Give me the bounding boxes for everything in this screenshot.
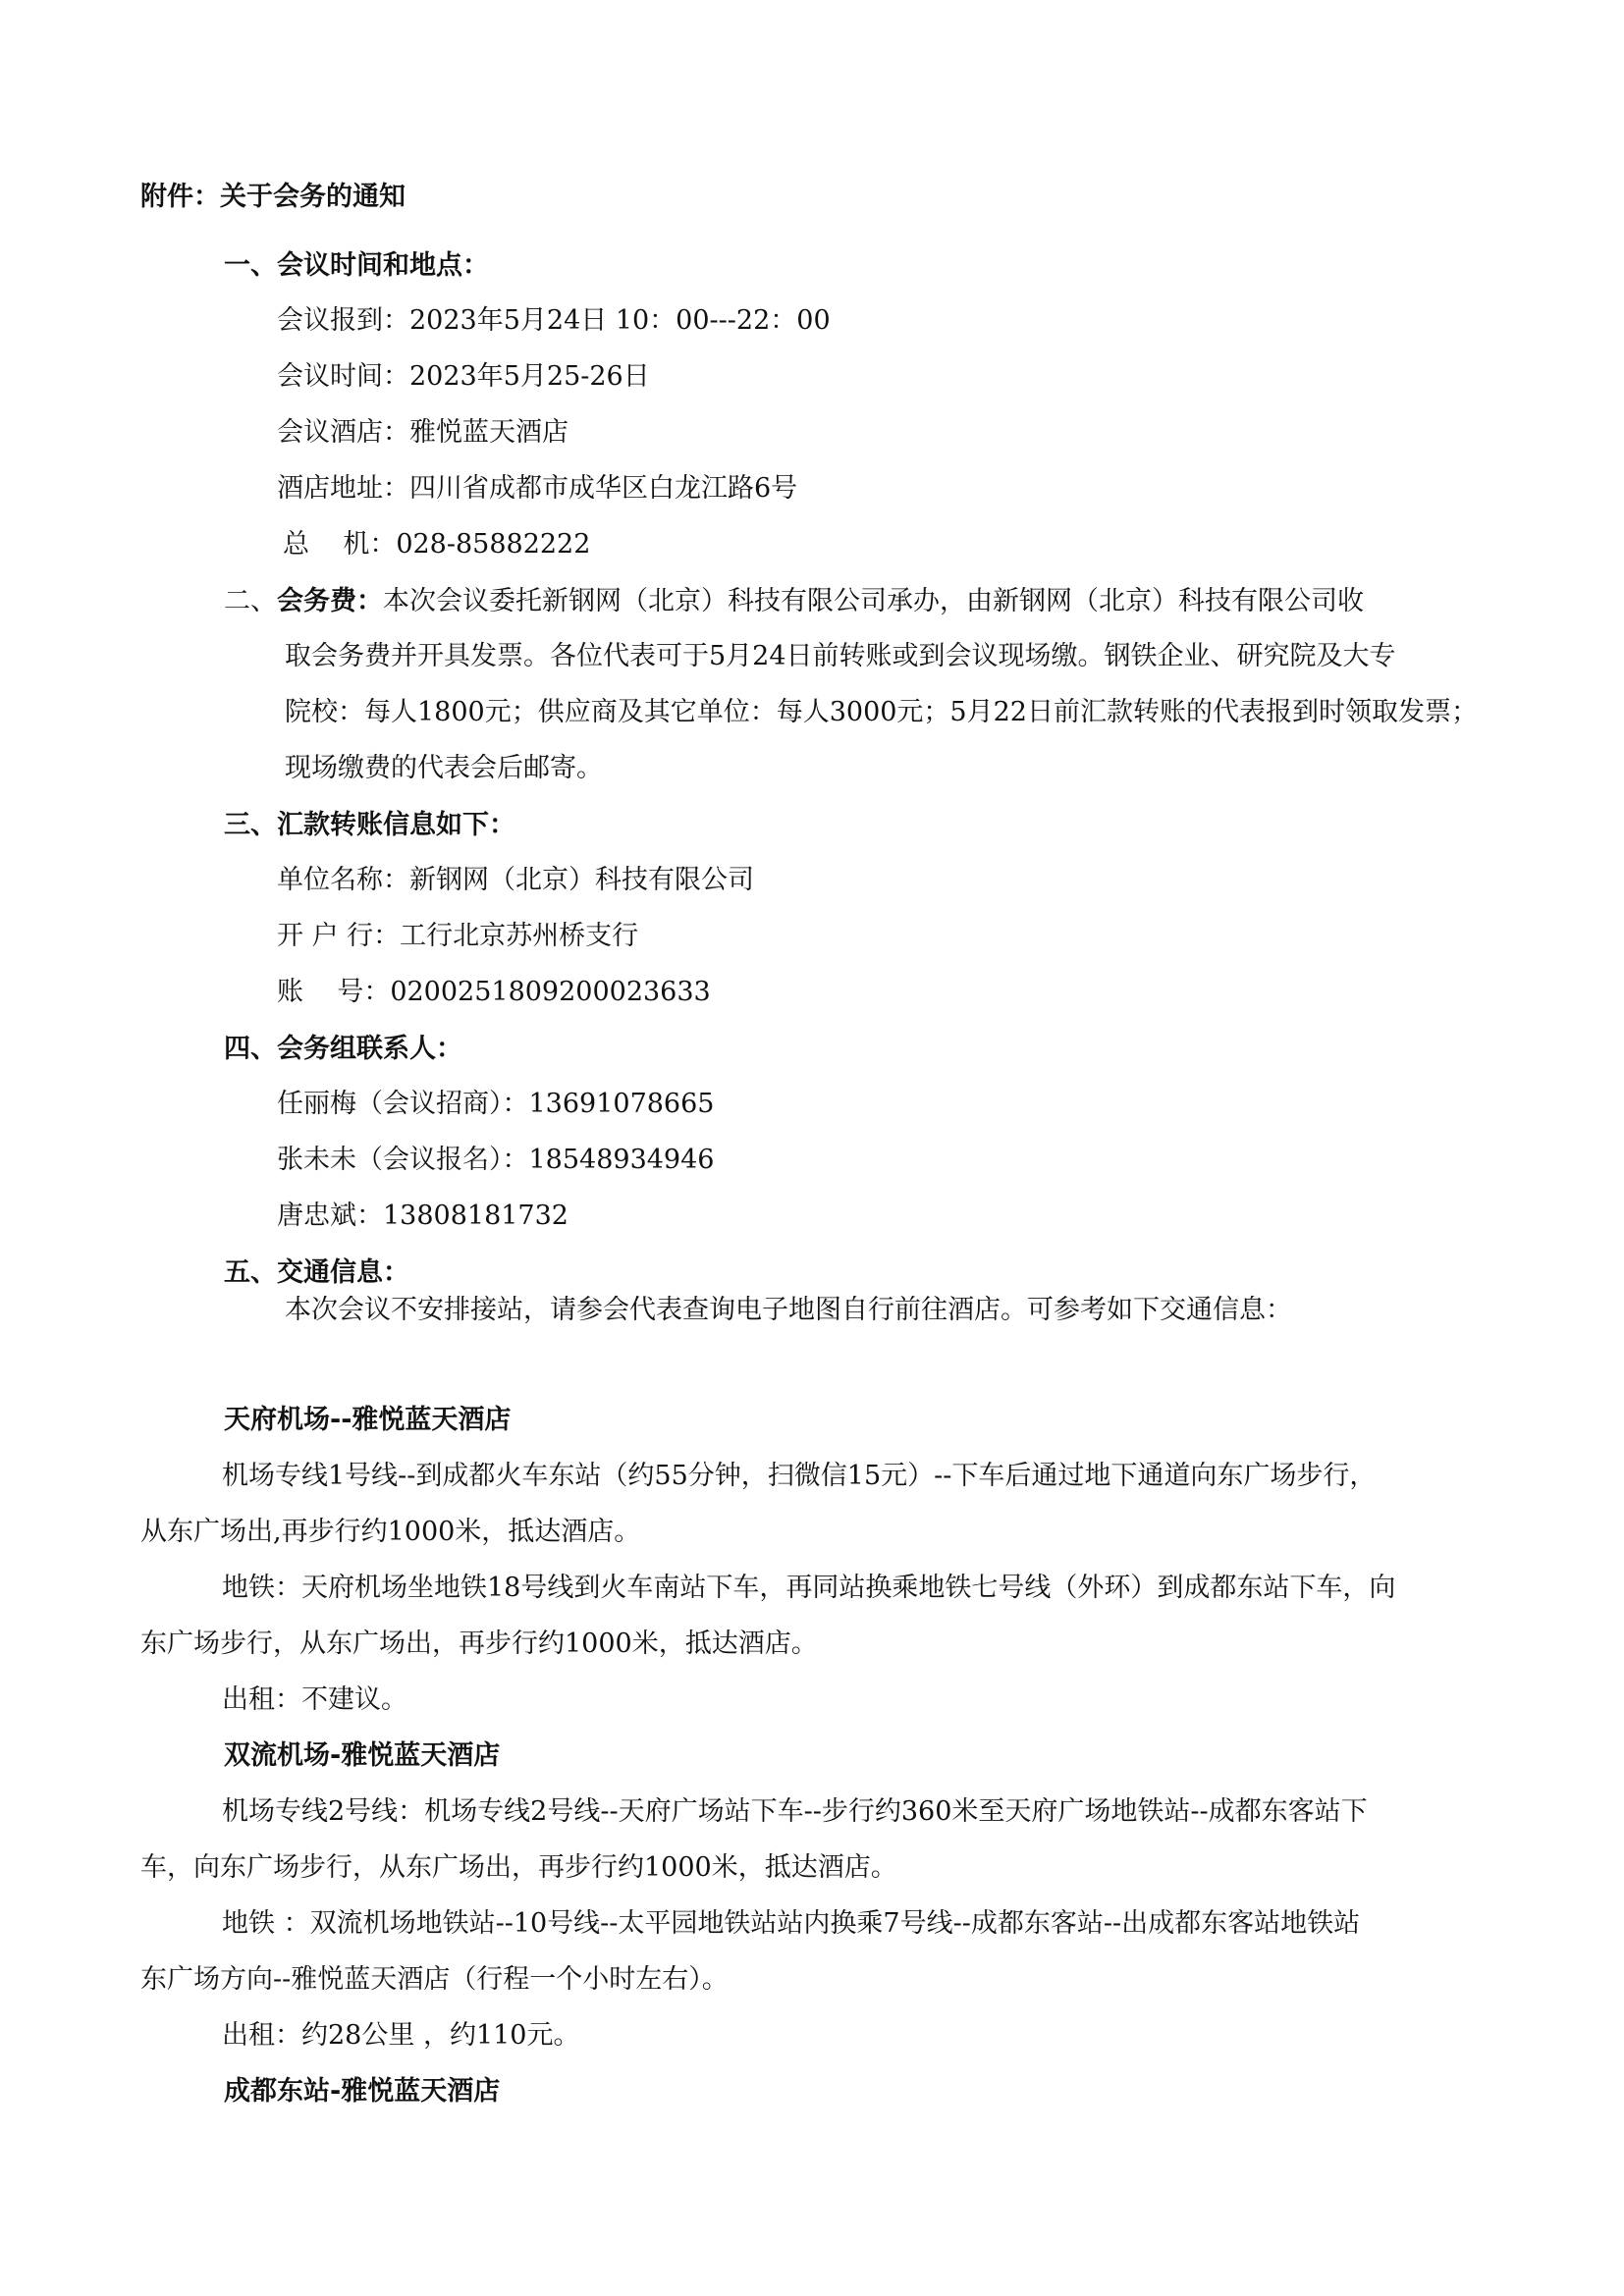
- route-tianfu-line-1a: 机场专线1号线--到成都火车东站（约55分钟，扫微信15元）--下车后通过地下通道向东广场步行，: [222, 1461, 1377, 1491]
- route-shuangliu-line-2a: 地铁 ：双流机场地铁站--10号线--太平园地铁站站内换乘7号线--成都东客站--出成都东客站地铁站: [222, 1908, 1361, 1939]
- section-2-text-4: 现场缴费的代表会后邮寄。: [285, 753, 603, 783]
- section-2-text-2: 取会务费并开具发票。各位代表可于5月24日前转账或到会议现场缴。钢铁企业、研究院及大专: [285, 641, 1396, 671]
- section-2-paragraph-first: [224, 585, 1364, 618]
- route-shuangliu-line-3: 出租：约28公里 ，约110元。: [222, 2020, 580, 2051]
- route-chengdudong-heading: 成都东站-雅悦蓝天酒店: [224, 2076, 501, 2107]
- section-1-heading: 一、会议时间和地点：: [224, 250, 489, 281]
- route-tianfu-heading: 天府机场--雅悦蓝天酒店: [224, 1405, 512, 1435]
- route-tianfu-line-2a: 地铁：天府机场坐地铁18号线到火车南站下车，再同站换乘地铁七号线（外环）到成都东站下车，向: [222, 1573, 1396, 1603]
- route-tianfu-line-2b: 东广场步行，从东广场出，再步行约1000米，抵达酒店。: [140, 1629, 818, 1659]
- bank-line: 开 户 行：工行北京苏州桥支行: [277, 921, 639, 951]
- hotel-line: 会议酒店：雅悦蓝天酒店: [277, 417, 568, 448]
- hotel-address-line: 酒店地址：四川省成都市成华区白龙江路6号: [277, 473, 798, 504]
- route-tianfu-line-3: 出租：不建议。: [222, 1684, 407, 1715]
- meeting-time-line: 会议时间：2023年5月25-26日: [277, 361, 650, 392]
- section-2-prefix: 二、: [224, 586, 277, 616]
- contact-3: 唐忠斌：13808181732: [277, 1201, 568, 1231]
- route-shuangliu-line-1a: 机场专线2号线：机场专线2号线--天府广场站下车--步行约360米至天府广场地铁站--成都东客站下: [222, 1796, 1368, 1827]
- section-2-text-1: 本次会议委托新钢网（北京）科技有限公司承办，由新钢网（北京）科技有限公司收: [383, 586, 1364, 616]
- route-tianfu-line-1b: 从东广场出,再步行约1000米，抵达酒店。: [140, 1517, 641, 1547]
- switchboard-line: 总 机：028-85882222: [283, 529, 591, 560]
- contact-2: 张未未（会议报名）：18548934946: [277, 1145, 715, 1175]
- document-title: 附件：关于会务的通知: [140, 182, 406, 212]
- section-5-intro: 本次会议不安排接站，请参会代表查询电子地图自行前往酒店。可参考如下交通信息：: [285, 1295, 1292, 1325]
- section-4-heading: 四、会务组联系人：: [224, 1034, 462, 1064]
- account-name-line: 单位名称：新钢网（北京）科技有限公司: [277, 865, 754, 895]
- section-2-label: 会务费：: [277, 586, 383, 616]
- registration-line: 会议报到：2023年5月24日 10：00---22：00: [277, 305, 831, 336]
- section-3-heading: 三、汇款转账信息如下：: [224, 810, 515, 840]
- route-shuangliu-heading: 双流机场-雅悦蓝天酒店: [224, 1740, 501, 1771]
- route-shuangliu-line-2b: 东广场方向--雅悦蓝天酒店（行程一个小时左右）。: [140, 1964, 729, 1995]
- section-2-text-3: 院校：每人1800元；供应商及其它单位：每人3000元；5月22日前汇款转账的代表报到时领取发票；: [285, 697, 1478, 727]
- contact-1: 任丽梅（会议招商）：13691078665: [277, 1089, 715, 1119]
- section-5-heading: 五、交通信息：: [224, 1257, 409, 1288]
- route-shuangliu-line-1b: 车，向东广场步行，从东广场出，再步行约1000米，抵达酒店。: [140, 1852, 897, 1883]
- account-number-line: 账 号：0200251809200023633: [277, 977, 711, 1007]
